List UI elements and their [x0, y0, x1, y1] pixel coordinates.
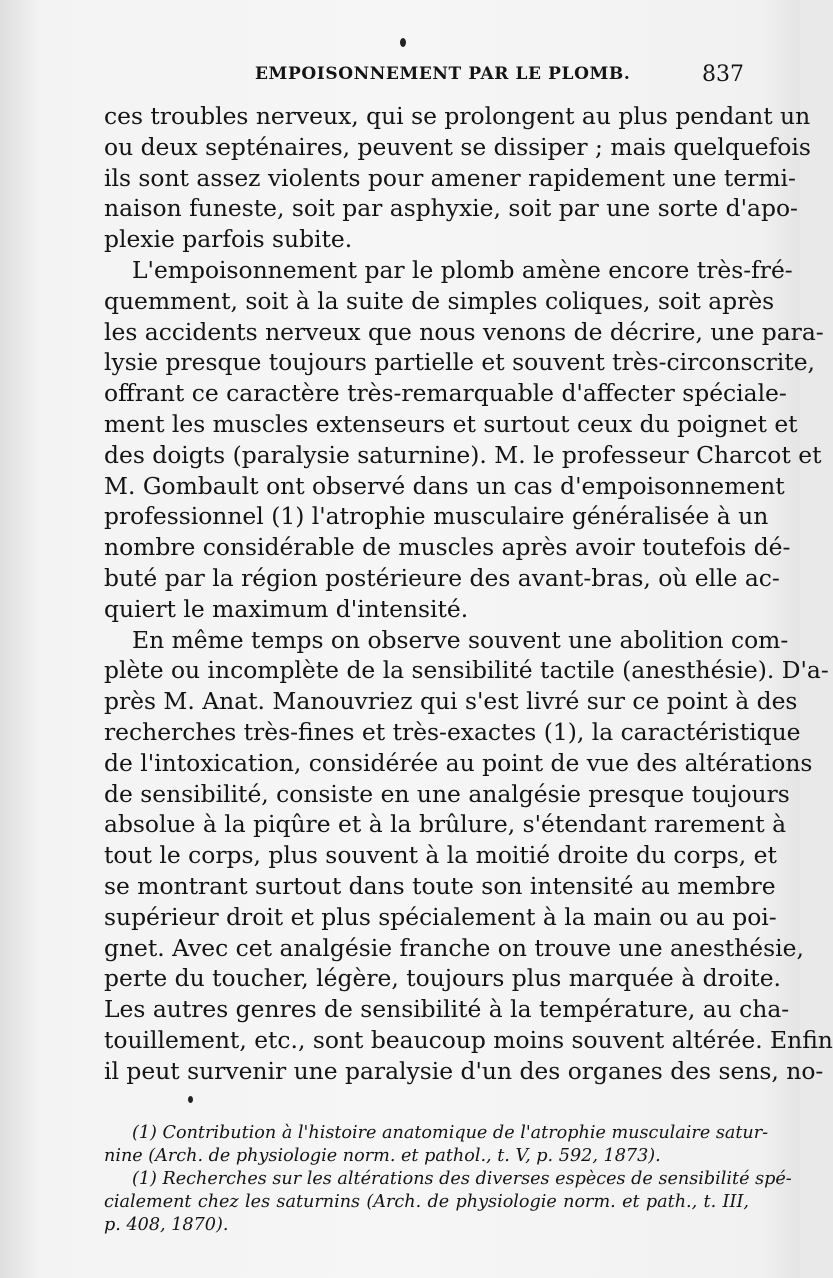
text-line: quiert le maximum d'intensité. — [104, 594, 469, 623]
text-line: tout le corps, plus souvent à la moitié droite du corps, et — [104, 841, 777, 870]
text-line: L'empoisonnement par le plomb amène encore très-fré- — [132, 255, 793, 284]
running-head: EMPOISONNEMENT PAR LE PLOMB. — [255, 64, 631, 84]
footnote-line: (1) Contribution à l'histoire anatomique de l'atrophie musculaire satur- — [132, 1123, 769, 1143]
text-line: supérieur droit et plus spécialement à la main ou au poi- — [104, 902, 777, 931]
text-line: ment les muscles extenseurs et surtout ceux du poignet et — [104, 409, 798, 438]
text-line: offrant ce caractère très-remarquable d'affecter spéciale- — [104, 379, 787, 408]
text-line: les accidents nerveux que nous venons de décrire, une para- — [104, 317, 824, 346]
footnote-line: nine (Arch. de physiologie norm. et pathol., t. V, p. 592, 1873). — [104, 1146, 661, 1166]
text-line: ces troubles nerveux, qui se prolongent au plus pendant un — [104, 102, 811, 130]
footnote-line: cialement chez les saturnins (Arch. de physiologie norm. et path., t. III, — [104, 1192, 749, 1212]
text-line: gnet. Avec cet analgésie franche on trouve une anesthésie, — [104, 933, 804, 962]
text-line: M. Gombault ont observé dans un cas d'empoisonnement — [104, 471, 785, 500]
text-line: nombre considérable de muscles après avoir toutefois dé- — [104, 533, 791, 562]
text-line: perte du toucher, légère, toujours plus marquée à droite. — [104, 964, 781, 993]
text-line: En même temps on observe souvent une abolition com- — [132, 625, 789, 654]
text-line: de sensibilité, consiste en une analgésie presque toujours — [104, 779, 790, 808]
page-header — [0, 62, 800, 92]
ink-speck — [188, 1096, 193, 1103]
ink-speck — [400, 38, 406, 47]
text-line: près M. Anat. Manouvriez qui s'est livré sur ce point à des — [104, 687, 798, 716]
text-line: quemment, soit à la suite de simples coliques, soit après — [104, 286, 775, 315]
text-line: buté par la région postérieure des avant-bras, où elle ac- — [104, 563, 780, 592]
text-line: lysie presque toujours partielle et souvent très-circonscrite, — [104, 348, 815, 377]
text-line: se montrant surtout dans toute son intensité au membre — [104, 871, 776, 900]
text-line: Les autres genres de sensibilité à la température, au cha- — [104, 995, 790, 1024]
footnote-line: (1) Recherches sur les altérations des diverses espèces de sensibilité spé- — [132, 1169, 792, 1189]
text-line: ils sont assez violents pour amener rapidement une termi- — [104, 163, 796, 192]
footnote-line: p. 408, 1870). — [104, 1215, 229, 1235]
text-line: touillement, etc., sont beaucoup moins souvent altérée. Enfin — [104, 1025, 833, 1054]
body-text — [104, 101, 833, 1087]
text-line: des doigts (paralysie saturnine). M. le professeur Charcot et — [104, 440, 822, 469]
page-number: 837 — [702, 62, 744, 87]
text-line: naison funeste, soit par asphyxie, soit par une sorte d'apo- — [104, 194, 798, 223]
footnotes — [104, 1122, 792, 1237]
text-line: plexie parfois subite. — [104, 225, 353, 254]
text-line: absolue à la piqûre et à la brûlure, s'étendant rarement à — [104, 810, 787, 839]
footnote — [104, 1122, 769, 1168]
text-line: professionnel (1) l'atrophie musculaire généralisée à un — [104, 502, 769, 531]
footnote — [104, 1168, 792, 1237]
text-line: ou deux septénaires, peuvent se dissiper ; mais quelquefois — [104, 132, 811, 161]
text-line: recherches très-fines et très-exactes (1), la caractéristique — [104, 717, 801, 746]
text-line: plète ou incomplète de la sensibilité tactile (anesthésie). D'a- — [104, 656, 829, 685]
text-line: de l'intoxication, considérée au point de vue des altérations — [104, 748, 813, 777]
text-line: il peut survenir une paralysie d'un des organes des sens, no- — [104, 1056, 824, 1085]
